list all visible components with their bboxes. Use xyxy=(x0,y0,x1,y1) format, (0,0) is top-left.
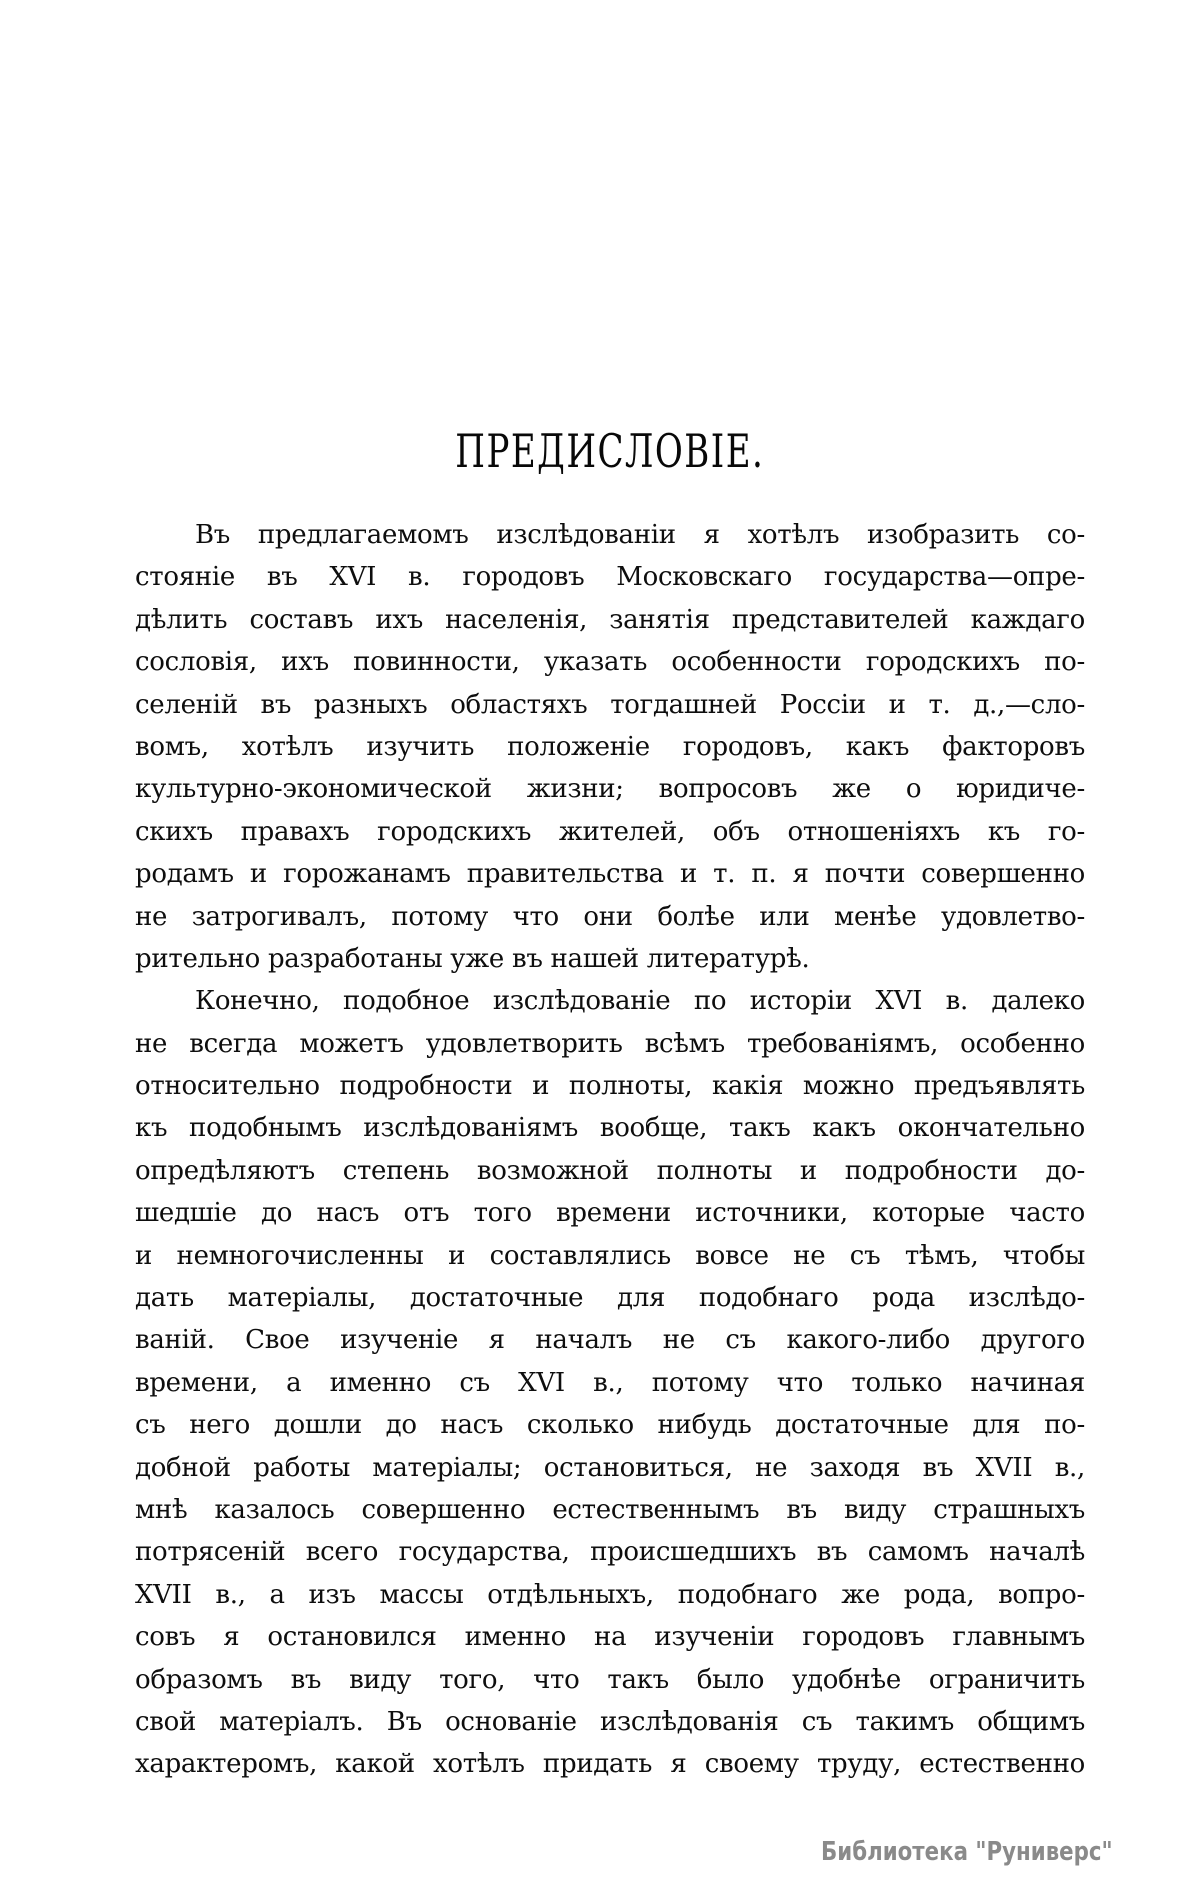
page-title: ПРЕДИСЛОВІЕ. xyxy=(455,424,765,478)
text-line: дѣлить составъ ихъ населенія, занятія представителей каждаго xyxy=(135,604,1085,635)
text-line: не затрогивалъ, потому что они болѣе или менѣе удовлетво- xyxy=(135,901,1085,932)
text-line: времени, а именно съ XVI в., потому что только начиная xyxy=(135,1367,1085,1398)
text-line: образомъ въ виду того, что такъ было удобнѣе ограничить xyxy=(135,1664,1085,1695)
text-line: характеромъ, какой хотѣлъ придать я своему труду, естественно xyxy=(135,1749,1085,1780)
text-line: опредѣляютъ степень возможной полноты и подробности до- xyxy=(135,1155,1085,1186)
text-line: и немногочисленны и составлялись вовсе не съ тѣмъ, чтобы xyxy=(135,1240,1085,1271)
text-line: культурно-экономической жизни; вопросовъ же о юридиче- xyxy=(135,774,1085,805)
text-line: свой матеріалъ. Въ основаніе изслѣдованія съ такимъ общимъ xyxy=(135,1706,1085,1737)
text-line: дать матеріалы, достаточные для подобнаго рода изслѣдо- xyxy=(135,1283,1085,1314)
text-line: къ подобнымъ изслѣдованіямъ вообще, такъ какъ окончательно xyxy=(135,1113,1085,1144)
text-line: стояніе въ XVI в. городовъ Московскаго государства—опре- xyxy=(135,562,1085,593)
chapter-heading xyxy=(135,426,1085,476)
text-line: XVII в., а изъ массы отдѣльныхъ, подобнаго же рода, вопро- xyxy=(135,1579,1085,1610)
watermark-label: Библиотека "Руниверс" xyxy=(821,1837,1113,1867)
text-line: сословія, ихъ повинности, указать особенности городскихъ по- xyxy=(135,647,1085,678)
text-line: потрясеній всего государства, происшедшихъ въ самомъ началѣ xyxy=(135,1537,1085,1568)
text-line: съ него дошли до насъ сколько нибудь достаточные для по- xyxy=(135,1410,1085,1441)
text-line: не всегда можетъ удовлетворить всѣмъ требованіямъ, особенно xyxy=(135,1028,1085,1059)
text-line: родамъ и горожанамъ правительства и т. п. я почти совершенно xyxy=(135,859,1085,890)
body-text xyxy=(135,514,1085,1786)
text-line: относительно подробности и полноты, какія можно предъявлять xyxy=(135,1071,1085,1102)
text-line: мнѣ казалось совершенно естественнымъ въ виду страшныхъ xyxy=(135,1494,1085,1525)
text-line: Конечно, подобное изслѣдованіе по исторіи XVI в. далеко xyxy=(195,986,1085,1017)
text-line: вомъ, хотѣлъ изучить положеніе городовъ, какъ факторовъ xyxy=(135,731,1085,762)
text-line: скихъ правахъ городскихъ жителей, объ отношеніяхъ къ го- xyxy=(135,816,1085,847)
text-line: ваній. Свое изученіе я началъ не съ какого-либо другого xyxy=(135,1325,1085,1356)
text-line: совъ я остановился именно на изученіи городовъ главнымъ xyxy=(135,1622,1085,1653)
text-line: шедшіе до насъ отъ того времени источники, которые часто xyxy=(135,1198,1085,1229)
text-line: селеній въ разныхъ областяхъ тогдашней Россіи и т. д.,—сло- xyxy=(135,689,1085,720)
text-line: Въ предлагаемомъ изслѣдованіи я хотѣлъ изобразить со- xyxy=(195,520,1085,550)
library-watermark xyxy=(757,1837,1113,1867)
text-line: рительно разработаны уже въ нашей литературѣ. xyxy=(135,943,810,974)
text-line: добной работы матеріалы; остановиться, не заходя въ XVII в., xyxy=(135,1452,1085,1483)
